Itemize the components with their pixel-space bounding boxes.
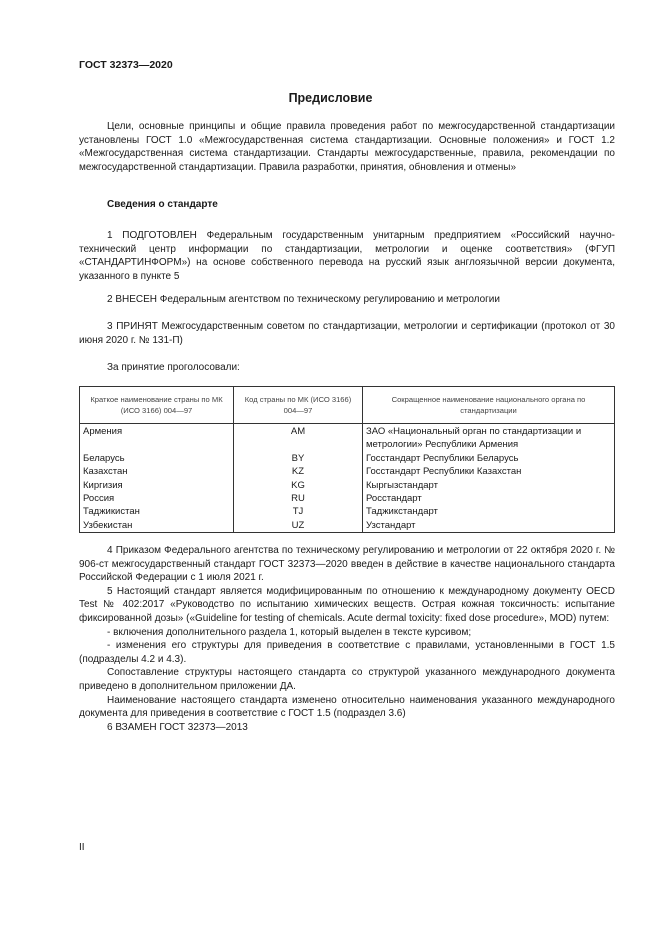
table-row xyxy=(80,505,615,518)
country-cell: Таджикистан xyxy=(80,505,234,518)
page-title: Предисловие xyxy=(288,91,373,105)
item-1-text: 1 ПОДГОТОВЛЕН Федеральным государственным унитарным предприятием «Российский научно-технический центр информации по стандартизации, метрологии и оценке соответствия» (ФГУП «СТАНДАРТИНФОРМ») на основе собственного перевода на русский язык англоязычной версии документа, указанного в пункте 5 xyxy=(79,230,615,282)
item-3-text: 3 ПРИНЯТ Межгосударственным советом по стандартизации, метрологии и сертификации (протокол от 30 июня 2020 г. № 131-П) xyxy=(79,321,615,346)
code-cell: KG xyxy=(234,479,363,492)
bullet-1-text: - включения дополнительного раздела 1, который выделен в тексте курсивом; xyxy=(107,626,472,638)
body-cell: ЗАО «Национальный орган по стандартизации и метрологии» Республики Армения xyxy=(363,424,615,452)
country-cell: Казахстан xyxy=(80,465,234,478)
item-1-paragraph xyxy=(79,229,615,283)
item-4-5-section xyxy=(79,544,615,734)
column-header-code: Код страны по МК (ИСО 3166) 004—97 xyxy=(234,387,363,424)
intro-text: Цели, основные принципы и общие правила проведения работ по межгосударственной стандартизации установлены ГОСТ 1.0 «Межгосударственная система стандартизации. Основные положения» и ГОСТ 1.2 «Межгосударственная система стандартизации. Стандарты межгосударственные, правила, рекомендации по межгосударственной стандартизации. Правила разработки, принятия, обновления и отмены» xyxy=(79,121,615,173)
country-cell: Узбекистан xyxy=(80,519,234,533)
code-cell: AM xyxy=(234,424,363,452)
code-cell: UZ xyxy=(234,519,363,533)
table-header-row xyxy=(80,387,615,424)
body-cell: Таджикстандарт xyxy=(363,505,615,518)
voting-table xyxy=(79,386,615,533)
name-paragraph: Наименование настоящего стандарта изменено относительно наименования указанного международного документа для приведения в соответствие с ГОСТ 1.5 (подраздел 3.6) xyxy=(79,694,615,720)
voted-label: За принятие проголосовали: xyxy=(107,362,240,373)
item-3-paragraph xyxy=(79,320,615,347)
structure-paragraph: Сопоставление структуры настоящего стандарта со структурой указанного международного документа приведено в дополнительном приложении ДА. xyxy=(79,667,615,692)
code-cell: TJ xyxy=(234,505,363,518)
item-6-text: 6 ВЗАМЕН ГОСТ 32373—2013 xyxy=(107,721,248,733)
table-row xyxy=(80,479,615,492)
code-cell: BY xyxy=(234,452,363,465)
item-4-text: 4 Приказом Федерального агентства по техническому регулированию и метрологии от 22 октября 2020 г. № 906-ст межгосударственный стандарт ГОСТ 32373—2020 введен в действие в качестве национального стандарта Российской Федерации с 1 июля 2021 г. xyxy=(79,545,615,584)
table-row xyxy=(80,465,615,478)
intro-paragraph xyxy=(79,120,615,174)
table-row xyxy=(80,492,615,505)
country-cell: Армения xyxy=(80,424,234,452)
code-cell: RU xyxy=(234,492,363,505)
table-row xyxy=(80,424,615,452)
country-cell: Киргизия xyxy=(80,479,234,492)
info-heading: Сведения о стандарте xyxy=(107,199,218,210)
item-2-text: 2 ВНЕСЕН Федеральным агентством по техническому регулированию и метрологии xyxy=(107,294,500,305)
body-cell: Госстандарт Республики Казахстан xyxy=(363,465,615,478)
column-header-body: Сокращенное наименование национального органа по стандартизации xyxy=(363,387,615,424)
table-row xyxy=(80,452,615,465)
code-cell: KZ xyxy=(234,465,363,478)
column-header-country: Краткое наименование страны по МК (ИСО 3166) 004—97 xyxy=(80,387,234,424)
item-2-paragraph xyxy=(79,293,615,307)
page-number: II xyxy=(79,842,85,853)
body-cell: Росстандарт xyxy=(363,492,615,505)
table-row xyxy=(80,519,615,533)
country-cell: Россия xyxy=(80,492,234,505)
body-cell: Госстандарт Республики Беларусь xyxy=(363,452,615,465)
bullet-2-text: - изменения его структуры для приведения в соответствие с правилами, установленными в ГОСТ 1.5 (подразделы 4.2 и 4.3). xyxy=(79,640,615,665)
body-cell: Узстандарт xyxy=(363,519,615,533)
country-cell: Беларусь xyxy=(80,452,234,465)
item-5-text: 5 Настоящий стандарт является модифицированным по отношению к международному документу OECD Test № 402:2017 «Руководство по испытанию химических веществ. Острая кожная токсичность: испытание фиксированной дозы» («Guideline for testing of chemicals. Acute dermal toxicity: fixed dose procedure», MOD) путем: xyxy=(79,585,615,624)
document-header: ГОСТ 32373—2020 xyxy=(79,59,173,71)
body-cell: Кыргызстандарт xyxy=(363,479,615,492)
